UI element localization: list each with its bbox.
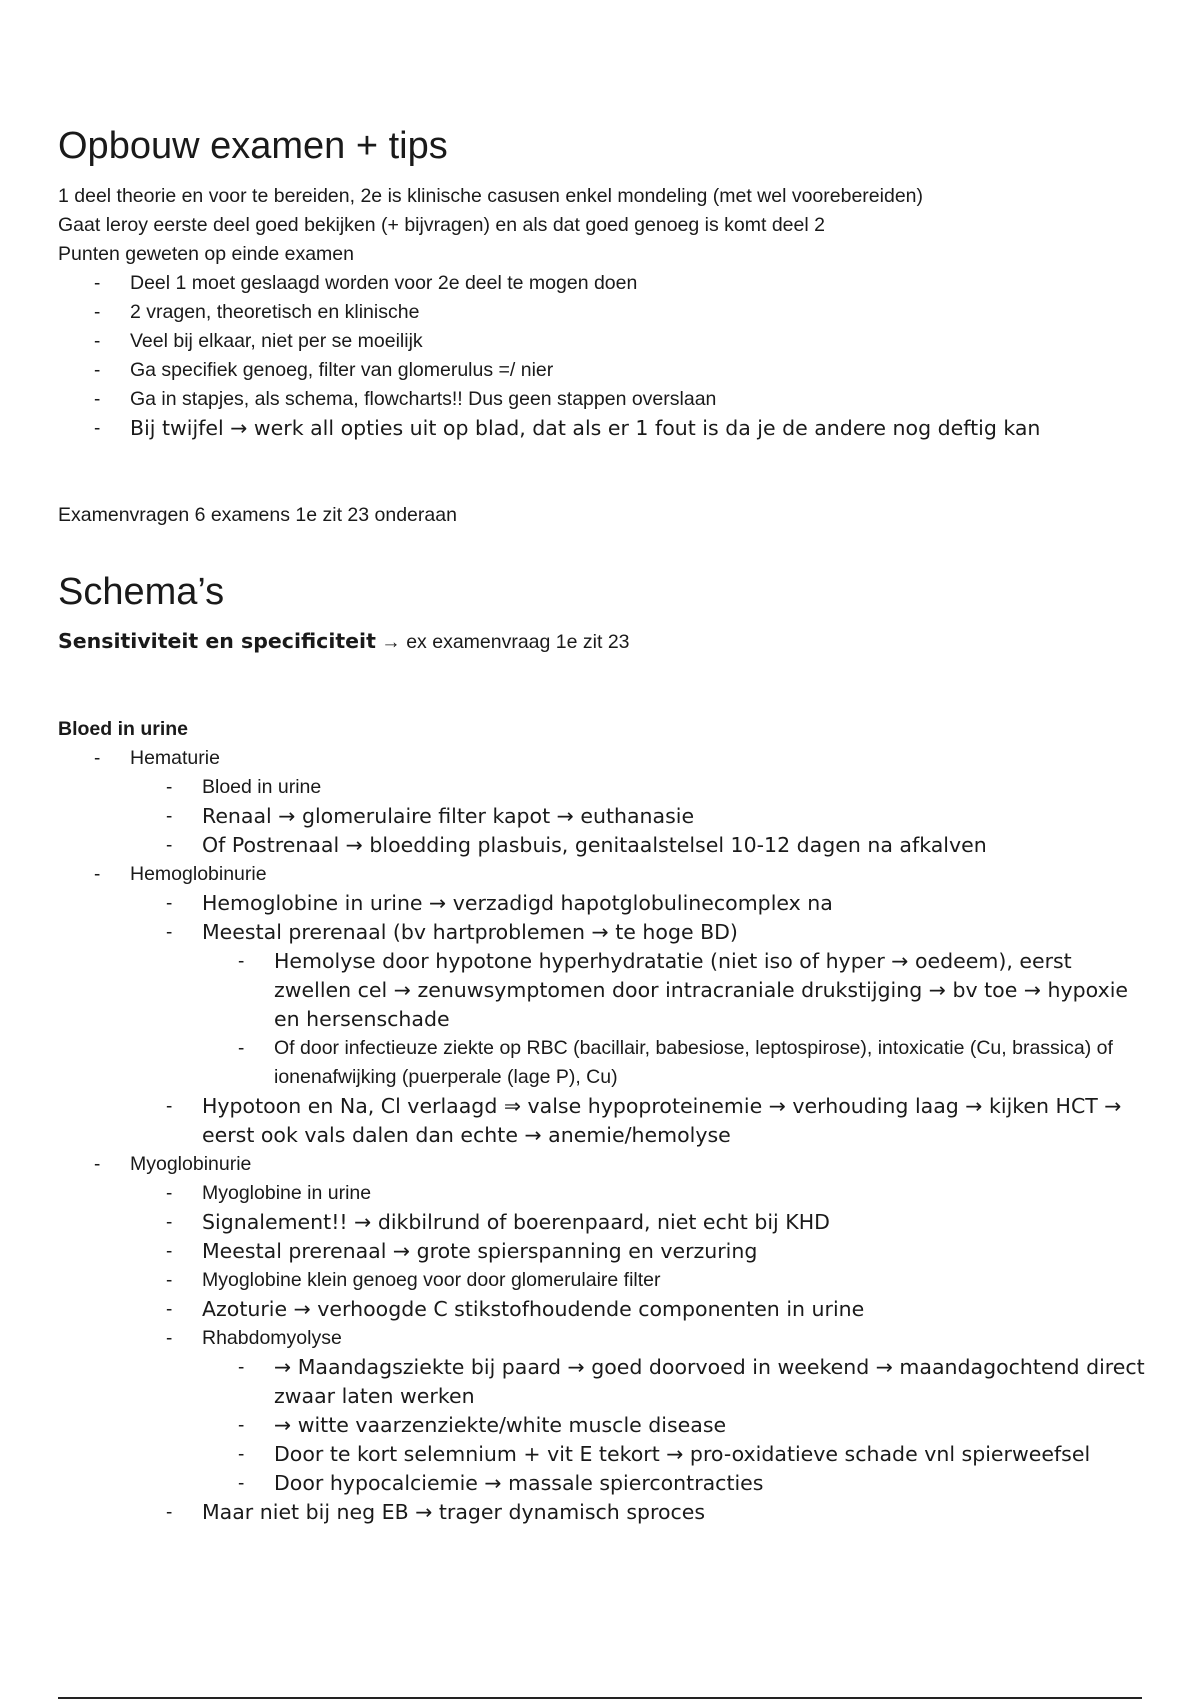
list-item: - Meestal prerenaal (bv hartproblemen → te hoge BD) [58,918,1148,947]
list-item: - Meestal prerenaal → grote spierspanning en verzuring [58,1237,1148,1266]
list-item: - Signalement!! → dikbilrund of boerenpaard, niet echt bij KHD [58,1208,1148,1237]
bloed-list-3 [58,1150,1148,1179]
bloed-list [58,744,1148,773]
footer-divider [58,1697,1142,1699]
list-item: - Of Postrenaal → bloedding plasbuis, genitaalstelsel 10-12 dagen na afkalven [58,831,1148,860]
list-item: - Bij twijfel → werk all opties uit op blad, dat als er 1 fout is da je de andere nog deftig kan [58,414,1148,443]
intro-line: Punten geweten op einde examen [58,242,354,265]
list-item: - 2 vragen, theoretisch en klinische [58,298,1148,327]
list-item: - Ga specifiek genoeg, filter van glomerulus =/ nier [58,356,1148,385]
bloed-in-urine-heading: Bloed in urine [58,718,189,741]
list-item: - Maar niet bij neg EB → trager dynamisch sproces [58,1498,1148,1527]
list-item: - Rhabdomyolyse [58,1324,1148,1353]
exam-note: Examenvragen 6 examens 1e zit 23 onderaan [58,503,457,526]
list-item: - → witte vaarzenziekte/white muscle disease [58,1411,1148,1440]
list-item: - Of door infectieuze ziekte op RBC (bacillair, babesiose, leptospirose), intoxicatie (Cu, brassica) of ionenafwijking (puerperale (lage P), Cu) [58,1034,1148,1092]
list-item: - Bloed in urine [58,773,1148,802]
hematurie-list [58,773,1148,860]
hemolyse-list [58,947,1148,1092]
sens-spec-line [58,627,1148,657]
list-item: - Azoturie → verhoogde C stikstofhoudende componenten in urine [58,1295,1148,1324]
list-item: - → Maandagsziekte bij paard → goed doorvoed in weekend → maandagochtend direct zwaar laten werken [58,1353,1148,1411]
list-item: - Myoglobine in urine [58,1179,1148,1208]
list-item-hemoglobinurie: - Hemoglobinurie [58,860,1148,889]
document-page [58,124,1148,1527]
rhabdomyolyse-list [58,1353,1148,1498]
sens-spec-bold: Sensitiviteit en specificiteit [58,629,376,654]
hemoglobinurie-list-2 [58,1092,1148,1150]
list-item: - Hemolyse door hypotone hyperhydratatie (niet iso of hyper → oedeem), eerst zwellen cel → zenuwsymptomen door intracraniale drukstijging → bv toe → hypoxie en hersenschade [58,947,1148,1034]
list-item: - Door hypocalciemie → massale spiercontracties [58,1469,1148,1498]
heading-opbouw-examen: Opbouw examen + tips [58,125,448,167]
list-item: - Door te kort selemnium + vit E tekort → pro-oxidatieve schade vnl spierweefsel [58,1440,1148,1469]
list-item: - Deel 1 moet geslaagd worden voor 2e deel te mogen doen [58,269,1148,298]
list-item: - Hemoglobine in urine → verzadigd hapotglobulinecomplex na [58,889,1148,918]
sens-spec-rest: → ex examenvraag 1e zit 23 [375,631,630,654]
myoglobinurie-list [58,1179,1148,1353]
list-item: - Hypotoon en Na, Cl verlaagd ⇒ valse hypoproteinemie → verhouding laag → kijken HCT → eerst ook vals dalen dan echte → anemie/hemolyse [58,1092,1148,1150]
list-item: - Renaal → glomerulaire filter kapot → euthanasie [58,802,1148,831]
intro-line: Gaat leroy eerste deel goed bekijken (+ bijvragen) en als dat goed genoeg is komt deel 2 [58,213,825,236]
intro-line: 1 deel theorie en voor te bereiden, 2e is klinische casusen enkel mondeling (met wel voorebereiden) [58,184,924,207]
list-item-myoglobinurie: - Myoglobinurie [58,1150,1148,1179]
heading-schemas: Schema’s [58,570,225,613]
myoglobinurie-list-2 [58,1498,1148,1527]
list-item: - Myoglobine klein genoeg voor door glomerulaire filter [58,1266,1148,1295]
list-item-hematurie: - Hematurie [58,744,1148,773]
list-item: - Ga in stapjes, als schema, flowcharts!! Dus geen stappen overslaan [58,385,1148,414]
hemoglobinurie-list [58,889,1148,947]
list-item: - Veel bij elkaar, niet per se moeilijk [58,327,1148,356]
tips-list [58,269,1148,443]
bloed-list-2 [58,860,1148,889]
